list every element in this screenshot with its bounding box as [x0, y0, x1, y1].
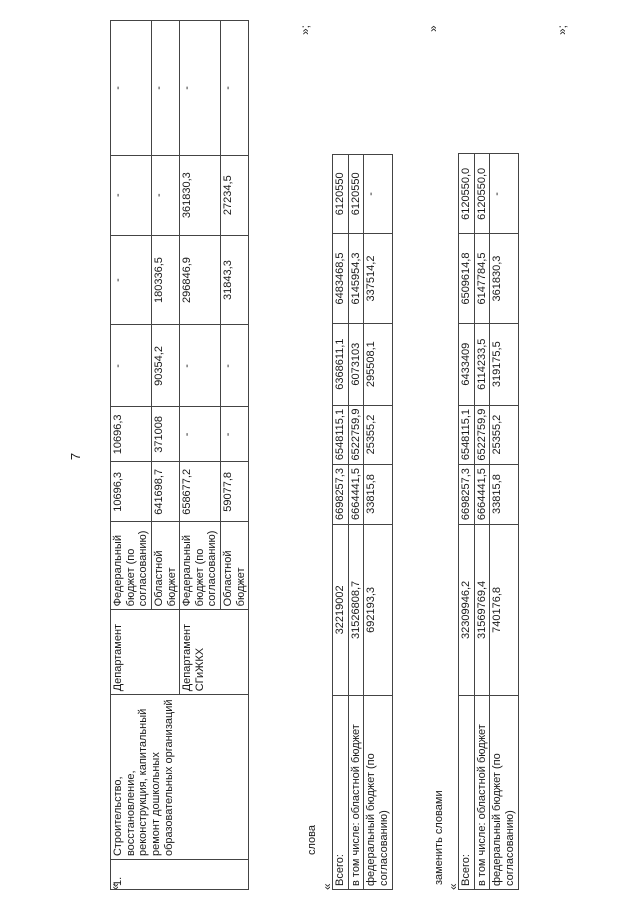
- table-row: [490, 21, 518, 890]
- cell: 25355,2: [490, 405, 518, 464]
- cell: 6698257,3: [333, 464, 349, 524]
- cell: 6483468,5: [333, 234, 349, 324]
- cell: 31569769,4: [474, 524, 490, 696]
- cell: 27234,5: [221, 155, 249, 235]
- cell: -: [221, 325, 249, 407]
- totals-old-table: [332, 20, 393, 890]
- rotated-content: [110, 20, 640, 890]
- cell: 295508,1: [364, 323, 392, 405]
- department-2: Департамент СГиЖКХ: [180, 610, 249, 695]
- totals-new-table: [458, 20, 519, 890]
- cell: -: [151, 21, 179, 156]
- row-label: в том числе: областной бюджет: [348, 696, 364, 890]
- cell: 6120550: [333, 154, 349, 234]
- cell: -: [111, 235, 152, 325]
- cell: 180336,5: [151, 235, 179, 325]
- activity-name: Строительство, восстановление, реконструкция, капитальный ремонт дошкольных образовательных организаций: [111, 695, 249, 860]
- row-number: 1.: [111, 860, 249, 890]
- cell: 90354,2: [151, 325, 179, 407]
- cell: 6120550: [348, 154, 364, 234]
- cell: 6664441,5: [474, 464, 490, 524]
- cell: -: [111, 325, 152, 407]
- cell: 296846,9: [180, 235, 221, 325]
- cell: -: [490, 154, 518, 234]
- cell: 6120550,0: [474, 154, 490, 234]
- cell: 6698257,3: [459, 464, 475, 524]
- cell: 6147784,5: [474, 234, 490, 324]
- cell: 10696,3: [111, 407, 152, 462]
- cell: 371008: [151, 407, 179, 462]
- cell: 337514,2: [364, 234, 392, 324]
- cell: 6548115,1: [459, 405, 475, 464]
- cell: 692193,3: [364, 524, 392, 696]
- table-row: [111, 21, 152, 890]
- cell: 740176,8: [490, 524, 518, 696]
- cell: 6548115,1: [333, 405, 349, 464]
- close-quote-3: »;: [555, 24, 569, 35]
- cell: 361830,3: [180, 155, 221, 235]
- cell: 31526808,7: [348, 524, 364, 696]
- cell: 31843,3: [221, 235, 249, 325]
- cell: 6120550,0: [459, 154, 475, 234]
- cell: 25355,2: [364, 405, 392, 464]
- cell: -: [111, 21, 152, 156]
- open-quote-2: «: [320, 883, 334, 890]
- cell: -: [180, 21, 221, 156]
- row-label: в том числе: областной бюджет: [474, 696, 490, 890]
- cell: 658677,2: [180, 462, 221, 522]
- label-words: слова: [306, 825, 318, 855]
- cell: -: [221, 21, 249, 156]
- cell: 6522759,9: [348, 405, 364, 464]
- close-quote-2: »: [426, 25, 440, 32]
- table-row: [333, 21, 349, 890]
- department-1: Департамент: [111, 610, 180, 695]
- cell: -: [221, 407, 249, 462]
- funding-source: Областной бюджет: [221, 522, 249, 610]
- cell: 6073103: [348, 323, 364, 405]
- cell: 6509614,8: [459, 234, 475, 324]
- page-number: 7: [68, 452, 84, 461]
- funding-source: Федеральный бюджет (по согласованию): [180, 522, 221, 610]
- table-row: [459, 21, 475, 890]
- table-row: [348, 21, 364, 890]
- open-quote-3: «: [446, 883, 460, 890]
- cell: 6664441,5: [348, 464, 364, 524]
- cell: 641698,7: [151, 462, 179, 522]
- cell: 319175,5: [490, 323, 518, 405]
- cell: -: [180, 325, 221, 407]
- cell: 33815,8: [364, 464, 392, 524]
- cell: 6433409: [459, 323, 475, 405]
- table-row: [474, 21, 490, 890]
- cell: 6522759,9: [474, 405, 490, 464]
- close-quote-1: »;: [298, 24, 312, 35]
- cell: 33815,8: [490, 464, 518, 524]
- funding-source: Федеральный бюджет (по согласованию): [111, 522, 152, 610]
- cell: 6368611,1: [333, 323, 349, 405]
- funding-source: Областной бюджет: [151, 522, 179, 610]
- cell: 6114233,5: [474, 323, 490, 405]
- row-label: федеральный бюджет (по согласованию): [364, 696, 392, 890]
- cell: -: [111, 155, 152, 235]
- cell: 6145954,3: [348, 234, 364, 324]
- row-label: Всего:: [333, 696, 349, 890]
- program-table: [110, 20, 249, 890]
- cell: -: [180, 407, 221, 462]
- label-replace: заменить словами: [433, 790, 445, 885]
- cell: 59077,8: [221, 462, 249, 522]
- cell: 32309946,2: [459, 524, 475, 696]
- open-quote-1: «: [108, 883, 122, 890]
- cell: 32219002: [333, 524, 349, 696]
- table-row: [364, 21, 392, 890]
- cell: -: [364, 154, 392, 234]
- cell: -: [151, 155, 179, 235]
- row-label: федеральный бюджет (по согласованию): [490, 696, 518, 890]
- cell: 10696,3: [111, 462, 152, 522]
- row-label: Всего:: [459, 696, 475, 890]
- cell: 361830,3: [490, 234, 518, 324]
